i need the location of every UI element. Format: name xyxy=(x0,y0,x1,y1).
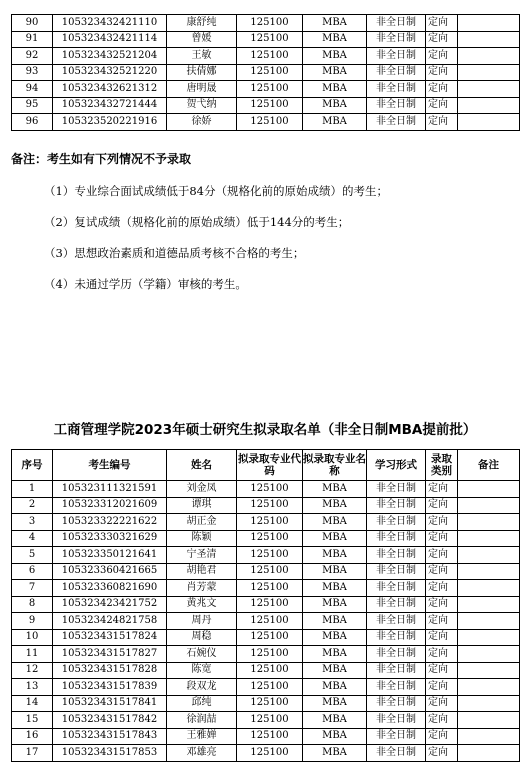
cell-exam-id: 105323431517841 xyxy=(53,695,167,712)
cell-major-name: MBA xyxy=(303,81,367,98)
cell-exam-id: 105323431517827 xyxy=(53,646,167,663)
cell-major-code: 125100 xyxy=(237,728,303,745)
cell-name: 刘金凤 xyxy=(167,481,237,498)
cell-study-mode: 非全日制 xyxy=(367,97,426,114)
cell-study-mode: 非全日制 xyxy=(367,695,426,712)
cell-name: 唐明晟 xyxy=(167,81,237,98)
cell-category: 定向 xyxy=(426,530,458,547)
cell-exam-id: 105323431517842 xyxy=(53,712,167,729)
cell-study-mode: 非全日制 xyxy=(367,563,426,580)
cell-study-mode: 非全日制 xyxy=(367,81,426,98)
cell-category: 定向 xyxy=(426,114,458,131)
cell-name: 陈颖 xyxy=(167,530,237,547)
cell-major-code: 125100 xyxy=(237,48,303,65)
header-index: 序号 xyxy=(12,450,53,481)
cell-major-code: 125100 xyxy=(237,547,303,564)
top-table xyxy=(11,14,520,131)
cell-major-name: MBA xyxy=(303,745,367,762)
cell-remark xyxy=(458,48,520,65)
cell-study-mode: 非全日制 xyxy=(367,64,426,81)
cell-name: 石婉仪 xyxy=(167,646,237,663)
cell-name: 肖芳蒙 xyxy=(167,580,237,597)
cell-exam-id: 105323432521204 xyxy=(53,48,167,65)
table-row xyxy=(12,646,520,663)
cell-major-name: MBA xyxy=(303,64,367,81)
table-row xyxy=(12,15,520,32)
cell-exam-id: 105323431517853 xyxy=(53,745,167,762)
cell-exam-id: 105323360821690 xyxy=(53,580,167,597)
cell-remark xyxy=(458,97,520,114)
table-row xyxy=(12,679,520,696)
table-row xyxy=(12,580,520,597)
cell-remark xyxy=(458,31,520,48)
cell-remark xyxy=(458,15,520,32)
cell-name: 扶倩娜 xyxy=(167,64,237,81)
cell-study-mode: 非全日制 xyxy=(367,728,426,745)
cell-major-code: 125100 xyxy=(237,662,303,679)
cell-major-code: 125100 xyxy=(237,712,303,729)
header-major-name: 拟录取专业名称 xyxy=(303,450,367,481)
table-header-row xyxy=(12,450,520,481)
cell-study-mode: 非全日制 xyxy=(367,481,426,498)
cell-index: 7 xyxy=(12,580,53,597)
cell-major-code: 125100 xyxy=(237,64,303,81)
cell-category: 定向 xyxy=(426,662,458,679)
table-row xyxy=(12,563,520,580)
cell-name: 徐娇 xyxy=(167,114,237,131)
cell-study-mode: 非全日制 xyxy=(367,547,426,564)
cell-major-code: 125100 xyxy=(237,563,303,580)
cell-category: 定向 xyxy=(426,497,458,514)
cell-name: 谭琪 xyxy=(167,497,237,514)
remark-item: （2）复试成绩（规格化前的原始成绩）低于144分的考生； xyxy=(44,215,350,229)
cell-remark xyxy=(458,547,520,564)
cell-remark xyxy=(458,596,520,613)
table-row xyxy=(12,712,520,729)
cell-name: 康舒纯 xyxy=(167,15,237,32)
cell-remark xyxy=(458,481,520,498)
table-row xyxy=(12,613,520,630)
top-table-body xyxy=(12,15,520,131)
cell-category: 定向 xyxy=(426,563,458,580)
cell-major-name: MBA xyxy=(303,712,367,729)
cell-major-name: MBA xyxy=(303,114,367,131)
cell-name: 黄兆文 xyxy=(167,596,237,613)
cell-index: 12 xyxy=(12,662,53,679)
cell-remark xyxy=(458,629,520,646)
cell-study-mode: 非全日制 xyxy=(367,114,426,131)
cell-study-mode: 非全日制 xyxy=(367,48,426,65)
cell-remark xyxy=(458,81,520,98)
cell-major-code: 125100 xyxy=(237,629,303,646)
cell-major-code: 125100 xyxy=(237,481,303,498)
cell-name: 邱纯 xyxy=(167,695,237,712)
cell-index: 11 xyxy=(12,646,53,663)
table-row xyxy=(12,48,520,65)
cell-remark xyxy=(458,114,520,131)
cell-index: 3 xyxy=(12,514,53,531)
table-row xyxy=(12,547,520,564)
admission-table xyxy=(11,449,520,762)
cell-remark xyxy=(458,712,520,729)
cell-exam-id: 105323322221622 xyxy=(53,514,167,531)
cell-remark xyxy=(458,662,520,679)
cell-major-code: 125100 xyxy=(237,31,303,48)
table-row xyxy=(12,97,520,114)
cell-remark xyxy=(458,728,520,745)
cell-major-code: 125100 xyxy=(237,679,303,696)
cell-exam-id: 105323360421665 xyxy=(53,563,167,580)
cell-name: 徐润喆 xyxy=(167,712,237,729)
cell-remark xyxy=(458,580,520,597)
table-row xyxy=(12,662,520,679)
cell-major-code: 125100 xyxy=(237,15,303,32)
cell-exam-id: 105323312021609 xyxy=(53,497,167,514)
cell-name: 段双龙 xyxy=(167,679,237,696)
cell-exam-id: 105323432721444 xyxy=(53,97,167,114)
cell-major-code: 125100 xyxy=(237,530,303,547)
cell-name: 周丹 xyxy=(167,613,237,630)
cell-exam-id: 105323350121641 xyxy=(53,547,167,564)
cell-study-mode: 非全日制 xyxy=(367,15,426,32)
cell-exam-id: 105323423421752 xyxy=(53,596,167,613)
remark-item: （4）未通过学历（学籍）审核的考生。 xyxy=(44,277,247,291)
cell-index: 90 xyxy=(12,15,53,32)
cell-study-mode: 非全日制 xyxy=(367,629,426,646)
cell-remark xyxy=(458,64,520,81)
table-row xyxy=(12,81,520,98)
cell-major-code: 125100 xyxy=(237,81,303,98)
cell-major-name: MBA xyxy=(303,679,367,696)
cell-category: 定向 xyxy=(426,613,458,630)
cell-exam-id: 105323432621312 xyxy=(53,81,167,98)
cell-exam-id: 105323432521220 xyxy=(53,64,167,81)
cell-name: 周稳 xyxy=(167,629,237,646)
cell-index: 13 xyxy=(12,679,53,696)
table-row xyxy=(12,497,520,514)
cell-study-mode: 非全日制 xyxy=(367,745,426,762)
cell-remark xyxy=(458,646,520,663)
cell-major-name: MBA xyxy=(303,646,367,663)
cell-major-name: MBA xyxy=(303,530,367,547)
cell-index: 1 xyxy=(12,481,53,498)
cell-index: 95 xyxy=(12,97,53,114)
cell-exam-id: 105323432421114 xyxy=(53,31,167,48)
remark-item: （1）专业综合面试成绩低于84分（规格化前的原始成绩）的考生； xyxy=(44,184,388,198)
cell-major-name: MBA xyxy=(303,728,367,745)
cell-category: 定向 xyxy=(426,695,458,712)
cell-index: 92 xyxy=(12,48,53,65)
remark-item: （3）思想政治素质和道德品质考核不合格的考生； xyxy=(44,246,305,260)
cell-category: 定向 xyxy=(426,514,458,531)
cell-name: 王雅婵 xyxy=(167,728,237,745)
cell-study-mode: 非全日制 xyxy=(367,613,426,630)
cell-category: 定向 xyxy=(426,728,458,745)
cell-category: 定向 xyxy=(426,15,458,32)
cell-index: 93 xyxy=(12,64,53,81)
table-row xyxy=(12,695,520,712)
cell-study-mode: 非全日制 xyxy=(367,514,426,531)
cell-category: 定向 xyxy=(426,745,458,762)
cell-category: 定向 xyxy=(426,646,458,663)
cell-category: 定向 xyxy=(426,712,458,729)
page-title: 工商管理学院2023年硕士研究生拟录取名单（非全日制MBA提前批） xyxy=(53,422,477,438)
cell-category: 定向 xyxy=(426,97,458,114)
cell-remark xyxy=(458,695,520,712)
cell-major-name: MBA xyxy=(303,563,367,580)
cell-study-mode: 非全日制 xyxy=(367,580,426,597)
cell-major-name: MBA xyxy=(303,596,367,613)
cell-remark xyxy=(458,563,520,580)
cell-study-mode: 非全日制 xyxy=(367,497,426,514)
cell-major-name: MBA xyxy=(303,662,367,679)
table-row xyxy=(12,31,520,48)
cell-major-name: MBA xyxy=(303,481,367,498)
header-name: 姓名 xyxy=(167,450,237,481)
header-study-mode: 学习形式 xyxy=(367,450,426,481)
cell-index: 14 xyxy=(12,695,53,712)
cell-category: 定向 xyxy=(426,629,458,646)
cell-study-mode: 非全日制 xyxy=(367,596,426,613)
header-category: 录取类别 xyxy=(426,450,458,481)
cell-category: 定向 xyxy=(426,64,458,81)
cell-index: 16 xyxy=(12,728,53,745)
table-row xyxy=(12,514,520,531)
cell-index: 4 xyxy=(12,530,53,547)
cell-major-code: 125100 xyxy=(237,596,303,613)
cell-index: 91 xyxy=(12,31,53,48)
cell-major-code: 125100 xyxy=(237,97,303,114)
cell-study-mode: 非全日制 xyxy=(367,31,426,48)
remarks-title: 备注：考生如有下列情况不予录取 xyxy=(11,152,192,166)
cell-category: 定向 xyxy=(426,679,458,696)
cell-major-name: MBA xyxy=(303,695,367,712)
cell-index: 9 xyxy=(12,613,53,630)
cell-index: 96 xyxy=(12,114,53,131)
cell-major-name: MBA xyxy=(303,514,367,531)
table-row xyxy=(12,530,520,547)
cell-exam-id: 105323330321629 xyxy=(53,530,167,547)
cell-exam-id: 105323431517828 xyxy=(53,662,167,679)
table-row xyxy=(12,596,520,613)
cell-exam-id: 105323431517839 xyxy=(53,679,167,696)
table-row xyxy=(12,629,520,646)
cell-exam-id: 105323431517824 xyxy=(53,629,167,646)
cell-major-name: MBA xyxy=(303,580,367,597)
cell-major-code: 125100 xyxy=(237,514,303,531)
cell-index: 15 xyxy=(12,712,53,729)
cell-major-code: 125100 xyxy=(237,613,303,630)
cell-major-name: MBA xyxy=(303,629,367,646)
cell-exam-id: 105323520221916 xyxy=(53,114,167,131)
cell-study-mode: 非全日制 xyxy=(367,530,426,547)
table-row xyxy=(12,114,520,131)
cell-category: 定向 xyxy=(426,580,458,597)
cell-name: 胡艳君 xyxy=(167,563,237,580)
cell-index: 5 xyxy=(12,547,53,564)
cell-index: 94 xyxy=(12,81,53,98)
table-row xyxy=(12,728,520,745)
table-row xyxy=(12,64,520,81)
cell-index: 10 xyxy=(12,629,53,646)
cell-major-name: MBA xyxy=(303,613,367,630)
cell-major-code: 125100 xyxy=(237,497,303,514)
cell-major-code: 125100 xyxy=(237,114,303,131)
cell-name: 曾媛 xyxy=(167,31,237,48)
cell-major-code: 125100 xyxy=(237,580,303,597)
cell-name: 贺弋纳 xyxy=(167,97,237,114)
cell-category: 定向 xyxy=(426,48,458,65)
cell-major-name: MBA xyxy=(303,497,367,514)
cell-major-code: 125100 xyxy=(237,695,303,712)
cell-index: 8 xyxy=(12,596,53,613)
cell-study-mode: 非全日制 xyxy=(367,712,426,729)
cell-study-mode: 非全日制 xyxy=(367,646,426,663)
cell-major-code: 125100 xyxy=(237,745,303,762)
header-major-code: 拟录取专业代码 xyxy=(237,450,303,481)
cell-remark xyxy=(458,514,520,531)
cell-remark xyxy=(458,679,520,696)
cell-category: 定向 xyxy=(426,547,458,564)
cell-major-name: MBA xyxy=(303,15,367,32)
admission-table-body xyxy=(12,481,520,762)
cell-index: 17 xyxy=(12,745,53,762)
cell-major-name: MBA xyxy=(303,97,367,114)
cell-major-name: MBA xyxy=(303,31,367,48)
cell-major-name: MBA xyxy=(303,547,367,564)
header-exam-id: 考生编号 xyxy=(53,450,167,481)
cell-exam-id: 105323424821758 xyxy=(53,613,167,630)
cell-category: 定向 xyxy=(426,31,458,48)
cell-major-name: MBA xyxy=(303,48,367,65)
cell-category: 定向 xyxy=(426,481,458,498)
cell-index: 2 xyxy=(12,497,53,514)
cell-name: 胡正金 xyxy=(167,514,237,531)
cell-name: 王敏 xyxy=(167,48,237,65)
cell-major-code: 125100 xyxy=(237,646,303,663)
cell-study-mode: 非全日制 xyxy=(367,662,426,679)
table-row xyxy=(12,481,520,498)
cell-name: 陈宽 xyxy=(167,662,237,679)
cell-exam-id: 105323431517843 xyxy=(53,728,167,745)
cell-study-mode: 非全日制 xyxy=(367,679,426,696)
cell-exam-id: 105323111321591 xyxy=(53,481,167,498)
header-remark: 备注 xyxy=(458,450,520,481)
cell-remark xyxy=(458,497,520,514)
cell-index: 6 xyxy=(12,563,53,580)
cell-name: 邓雄亮 xyxy=(167,745,237,762)
cell-remark xyxy=(458,613,520,630)
cell-exam-id: 105323432421110 xyxy=(53,15,167,32)
cell-remark xyxy=(458,530,520,547)
cell-category: 定向 xyxy=(426,596,458,613)
cell-category: 定向 xyxy=(426,81,458,98)
cell-name: 宁圣清 xyxy=(167,547,237,564)
